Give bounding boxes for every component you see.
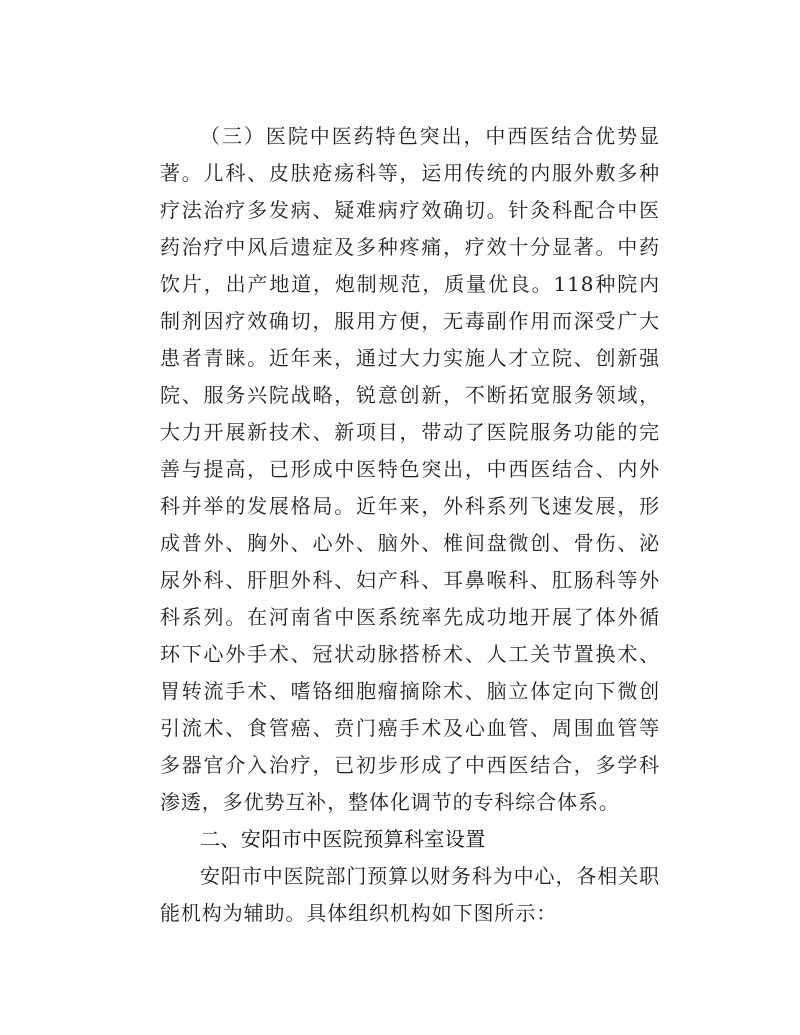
document-body [160,118,660,932]
paragraph-tcm-features: （三）医院中医药特色突出，中西医结合优势显著。儿科、皮肤疮疡科等，运用传统的内服外敷多种疗法治疗多发病、疑难病疗效确切。针灸科配合中医药治疗中风后遗症及多种疼痛，疗效十分显著。中药饮片，出产地道，炮制规范，质量优良。118种院内制剂因疗效确切，服用方便，无毒副作用而深受广大患者青睐。近年来，通过大力实施人才立院、创新强院、服务兴院战略，锐意创新，不断拓宽服务领域，大力开展新技术、新项目，带动了医院服务功能的完善与提高，已形成中医特色突出，中西医结合、内外科并举的发展格局。近年来，外科系列飞速发展，形成普外、胸外、心外、脑外、椎间盘微创、骨伤、泌尿外科、肝胆外科、妇产科、耳鼻喉科、肛肠科等外科系列。在河南省中医系统率先成功地开展了体外循环下心外手术、冠状动脉搭桥术、人工关节置换术、胃转流手术、嗜铬细胞瘤摘除术、脑立体定向下微创引流术、食管癌、贲门癌手术及心血管、周围血管等多器官介入治疗，已初步形成了中西医结合，多学科渗透，多优势互补，整体化调节的专科综合体系。 [160,124,660,814]
paragraph-budget-organization: 安阳市中医院部门预算以财务科为中心，各相关职能机构为辅助。具体组织机构如下图所示： [160,864,660,925]
section-heading-budget-departments: 二、安阳市中医院预算科室设置 [200,827,486,851]
